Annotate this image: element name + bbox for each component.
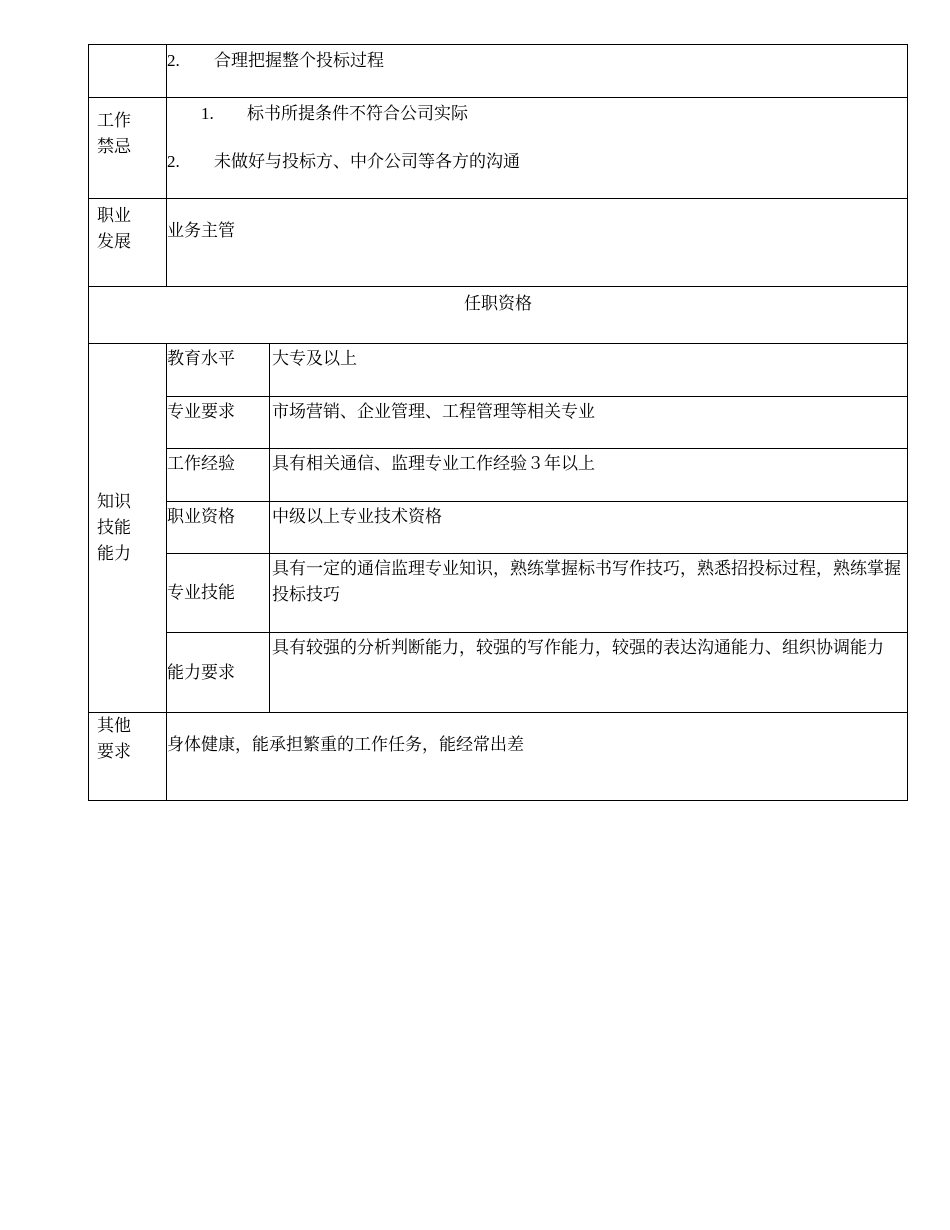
- prohibitions-label-line1: 工作: [97, 111, 131, 130]
- table-row: [89, 554, 908, 633]
- prohibitions-row: [89, 98, 908, 199]
- table-row: [89, 344, 908, 397]
- ability-label: 能力要求: [167, 633, 270, 713]
- list-item-text: 合理把握整个投标过程: [214, 51, 384, 70]
- other-requirements-row: [89, 713, 908, 801]
- list-item-text: 标书所提条件不符合公司实际: [247, 104, 468, 123]
- qualifications-title-row: [89, 287, 908, 344]
- major-value: 市场营销、企业管理、工程管理等相关专业: [270, 397, 908, 449]
- empty-label-cell: [89, 45, 167, 98]
- education-label: 教育水平: [167, 344, 270, 397]
- table-row: [89, 397, 908, 449]
- career-label: [89, 199, 167, 287]
- list-item-number: 2.: [167, 152, 180, 171]
- prohibitions-content: [167, 98, 908, 199]
- other-label-line1: 其他: [97, 716, 131, 735]
- list-item-text: 未做好与投标方、中介公司等各方的沟通: [214, 152, 520, 171]
- table-row: [89, 449, 908, 502]
- certification-value: 中级以上专业技术资格: [270, 502, 908, 554]
- job-description-table: [88, 44, 908, 801]
- major-label: 专业要求: [167, 397, 270, 449]
- other-label: [89, 713, 167, 801]
- career-label-line1: 职业: [97, 206, 131, 225]
- table-row: [89, 633, 908, 713]
- list-item-number: 2.: [167, 51, 180, 70]
- knowledge-label-line1: 知识: [97, 492, 131, 511]
- skills-label: 专业技能: [167, 554, 270, 633]
- table-row: [89, 502, 908, 554]
- career-label-line2: 发展: [97, 232, 131, 251]
- knowledge-label: [89, 344, 167, 713]
- list-item: [167, 48, 907, 74]
- list-item-number: 1.: [201, 104, 214, 123]
- skills-value: 具有一定的通信监理专业知识，熟练掌握标书写作技巧，熟悉招投标过程，熟练掌握投标技巧: [270, 554, 908, 633]
- list-item: [167, 149, 907, 175]
- knowledge-label-line2: 技能: [97, 518, 131, 537]
- experience-label: 工作经验: [167, 449, 270, 502]
- other-value: 身体健康，能承担繁重的工作任务，能经常出差: [167, 713, 908, 801]
- prohibitions-label: [89, 98, 167, 199]
- qualifications-title: 任职资格: [89, 287, 908, 344]
- list-item: [167, 101, 907, 127]
- certification-label: 职业资格: [167, 502, 270, 554]
- other-label-line2: 要求: [97, 742, 131, 761]
- ability-value: 具有较强的分析判断能力，较强的写作能力，较强的表达沟通能力、组织协调能力: [270, 633, 908, 713]
- career-row: [89, 199, 908, 287]
- responsibility-continuation-content: [167, 45, 908, 98]
- knowledge-label-line3: 能力: [97, 544, 131, 563]
- career-value: 业务主管: [167, 199, 908, 287]
- experience-value: 具有相关通信、监理专业工作经验３年以上: [270, 449, 908, 502]
- education-value: 大专及以上: [270, 344, 908, 397]
- responsibility-continuation-row: [89, 45, 908, 98]
- prohibitions-label-line2: 禁忌: [97, 137, 131, 156]
